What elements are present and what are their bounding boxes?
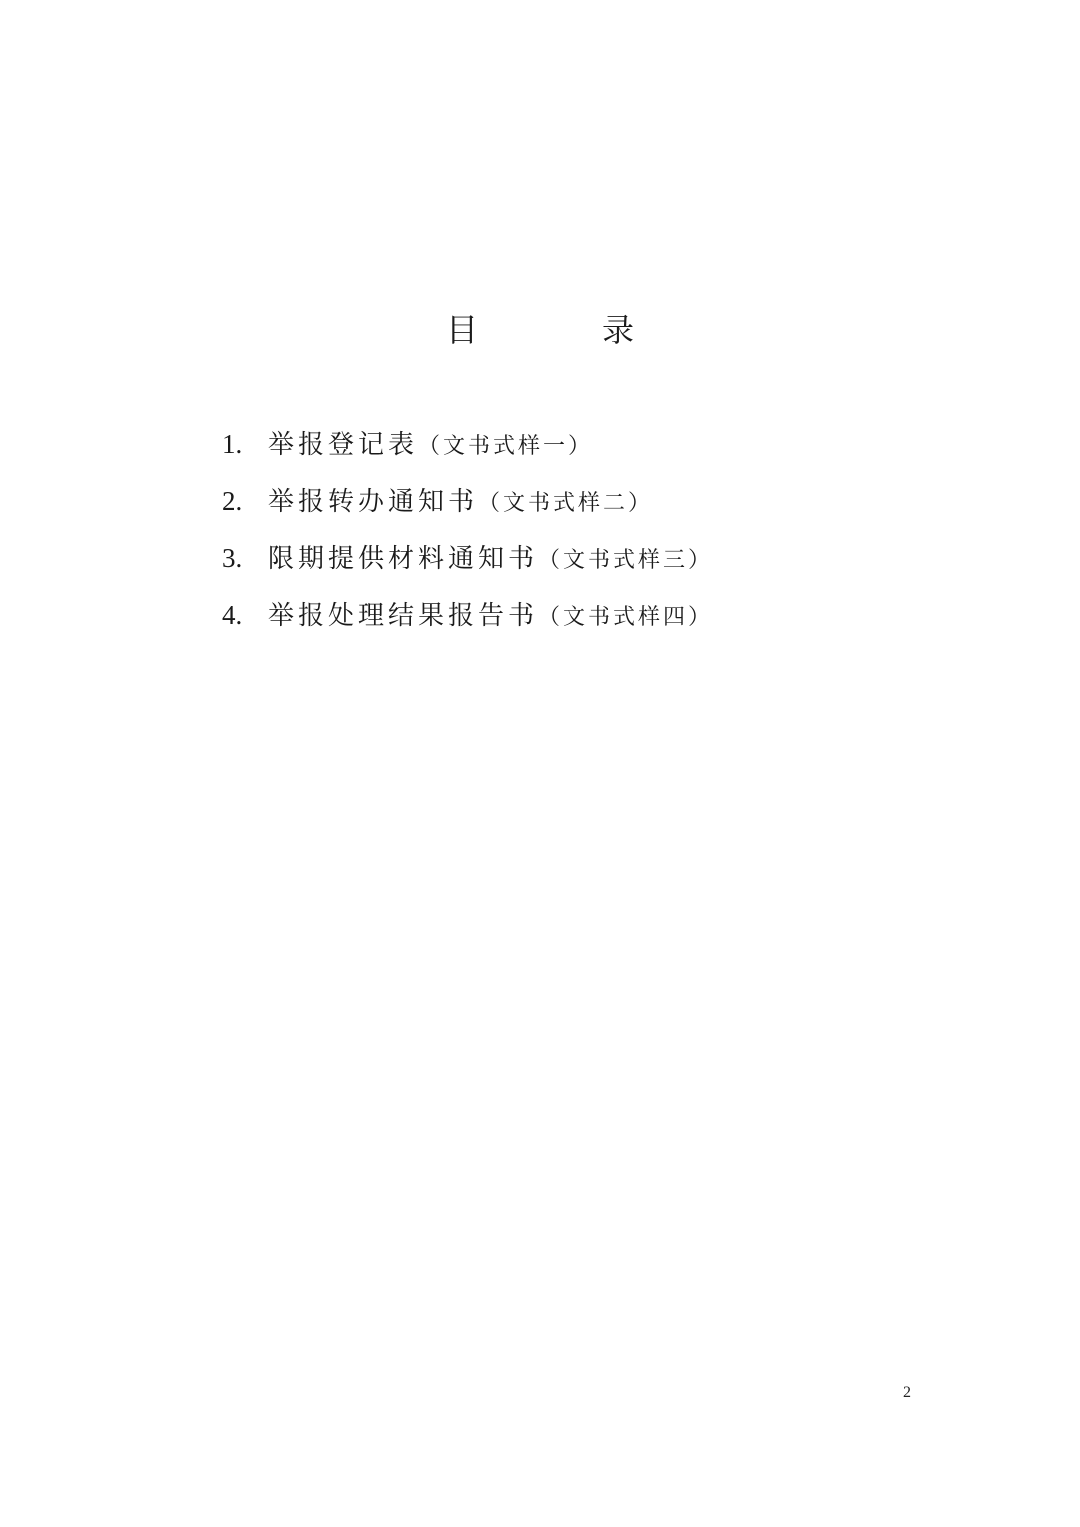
item-number: 1. xyxy=(222,429,243,459)
item-note: （文书式样四） xyxy=(538,605,714,630)
item-title: 举报登记表 xyxy=(268,430,419,460)
item-note: （文书式样二） xyxy=(478,491,654,516)
item-title: 限期提供材料通知书 xyxy=(268,544,539,574)
list-item xyxy=(222,418,713,475)
item-title: 举报转办通知书 xyxy=(268,487,479,517)
item-number: 2. xyxy=(222,486,243,516)
page-title: 目 录 xyxy=(445,311,680,349)
list-item xyxy=(222,532,713,589)
list-item xyxy=(222,589,713,646)
item-number: 4. xyxy=(222,600,243,630)
item-title: 举报处理结果报告书 xyxy=(268,601,539,631)
list-item xyxy=(222,475,713,532)
item-note: （文书式样一） xyxy=(418,434,594,459)
page-number: 2 xyxy=(903,1384,911,1401)
table-of-contents xyxy=(222,418,713,646)
item-number: 3. xyxy=(222,543,243,573)
item-note: （文书式样三） xyxy=(538,548,714,573)
